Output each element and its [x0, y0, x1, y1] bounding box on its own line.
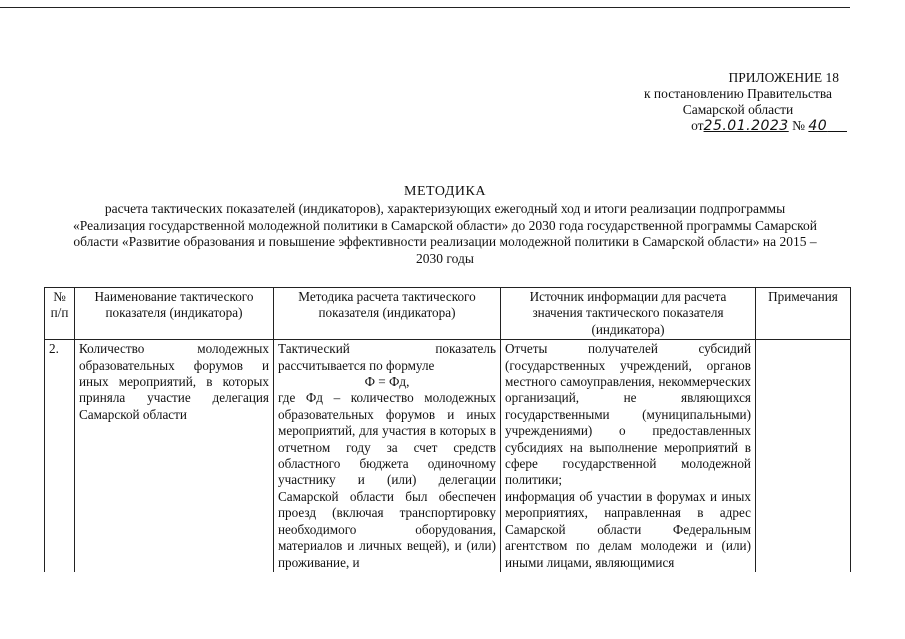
header-method: Методика расчета тактического показателя (индикатора) [274, 288, 501, 340]
cell-source [501, 340, 756, 572]
source-paragraph-1: Отчеты получателей субсидий (государственных учреждений, органов местного самоуправления, некоммерческих организаций, не являющихся государственными (муниципальными) учреждениями) о предоставленных субсидиях на выполнение мероприятий в сфере государственной молодежной политики; [505, 341, 751, 488]
source-paragraph-2: информация об участии в форумах и иных мероприятиях, направленная в адрес Самарской области Федеральным агентством по делам молодежи и (или) иными лицами, являющимися [505, 488, 751, 570]
cell-num: 2. [45, 340, 75, 572]
annex-block [623, 70, 853, 134]
method-body: где Фд – количество молодежных образовательных форумов и иных мероприятий, для участия в которых в отчетном году за счет средств областного бюджета одиночному участнику и (или) делегации Самарской области был обеспечен проезд (включая транспортировку необходимого оборудования, материалов и личных вещей), и (или) проживание, и [278, 390, 496, 570]
title-text: расчета тактических показателей (индикаторов), характеризующих ежегодный ход и итоги реализации подпрограммы «Реализация государственной молодежной политики в Самарской области» до 2030 года государственной программы Самарской области «Развитие образования и повышение эффективности реализации молодежной политики в Самарской области» на 2015 – 2030 годы [73, 200, 817, 267]
header-source: Источник информации для расчета значения тактического показателя (индикатора) [501, 288, 756, 340]
date-prefix: от [691, 118, 704, 133]
header-note: Примечания [756, 288, 851, 340]
cell-method [274, 340, 501, 572]
method-intro: Тактический показатель рассчитывается по формуле [278, 341, 496, 373]
top-border-line [0, 7, 850, 8]
method-formula: Ф = Фд, [364, 374, 410, 390]
annex-line-2: к постановлению Правительства [643, 86, 833, 101]
number-prefix: № [792, 118, 805, 133]
cell-note [756, 340, 851, 572]
annex-date-line [623, 118, 853, 134]
header-name: Наименование тактического показателя (индикатора) [75, 288, 274, 340]
title-heading: МЕТОДИКА [404, 184, 486, 199]
table-row [45, 340, 851, 572]
annex-title: ПРИЛОЖЕНИЕ 18 [728, 70, 839, 85]
number-value: 40 [808, 118, 828, 134]
document-title [70, 184, 820, 268]
annex-line-3: Самарской области [682, 102, 794, 117]
cell-name: Количество молодежных образовательных форумов и иных мероприятий, в которых приняла участие делегация Самарской области [75, 340, 274, 572]
date-value: 25.01.2023 [703, 118, 789, 134]
table-header-row [45, 288, 851, 340]
indicators-table [44, 287, 851, 572]
header-num: № п/п [45, 288, 75, 340]
